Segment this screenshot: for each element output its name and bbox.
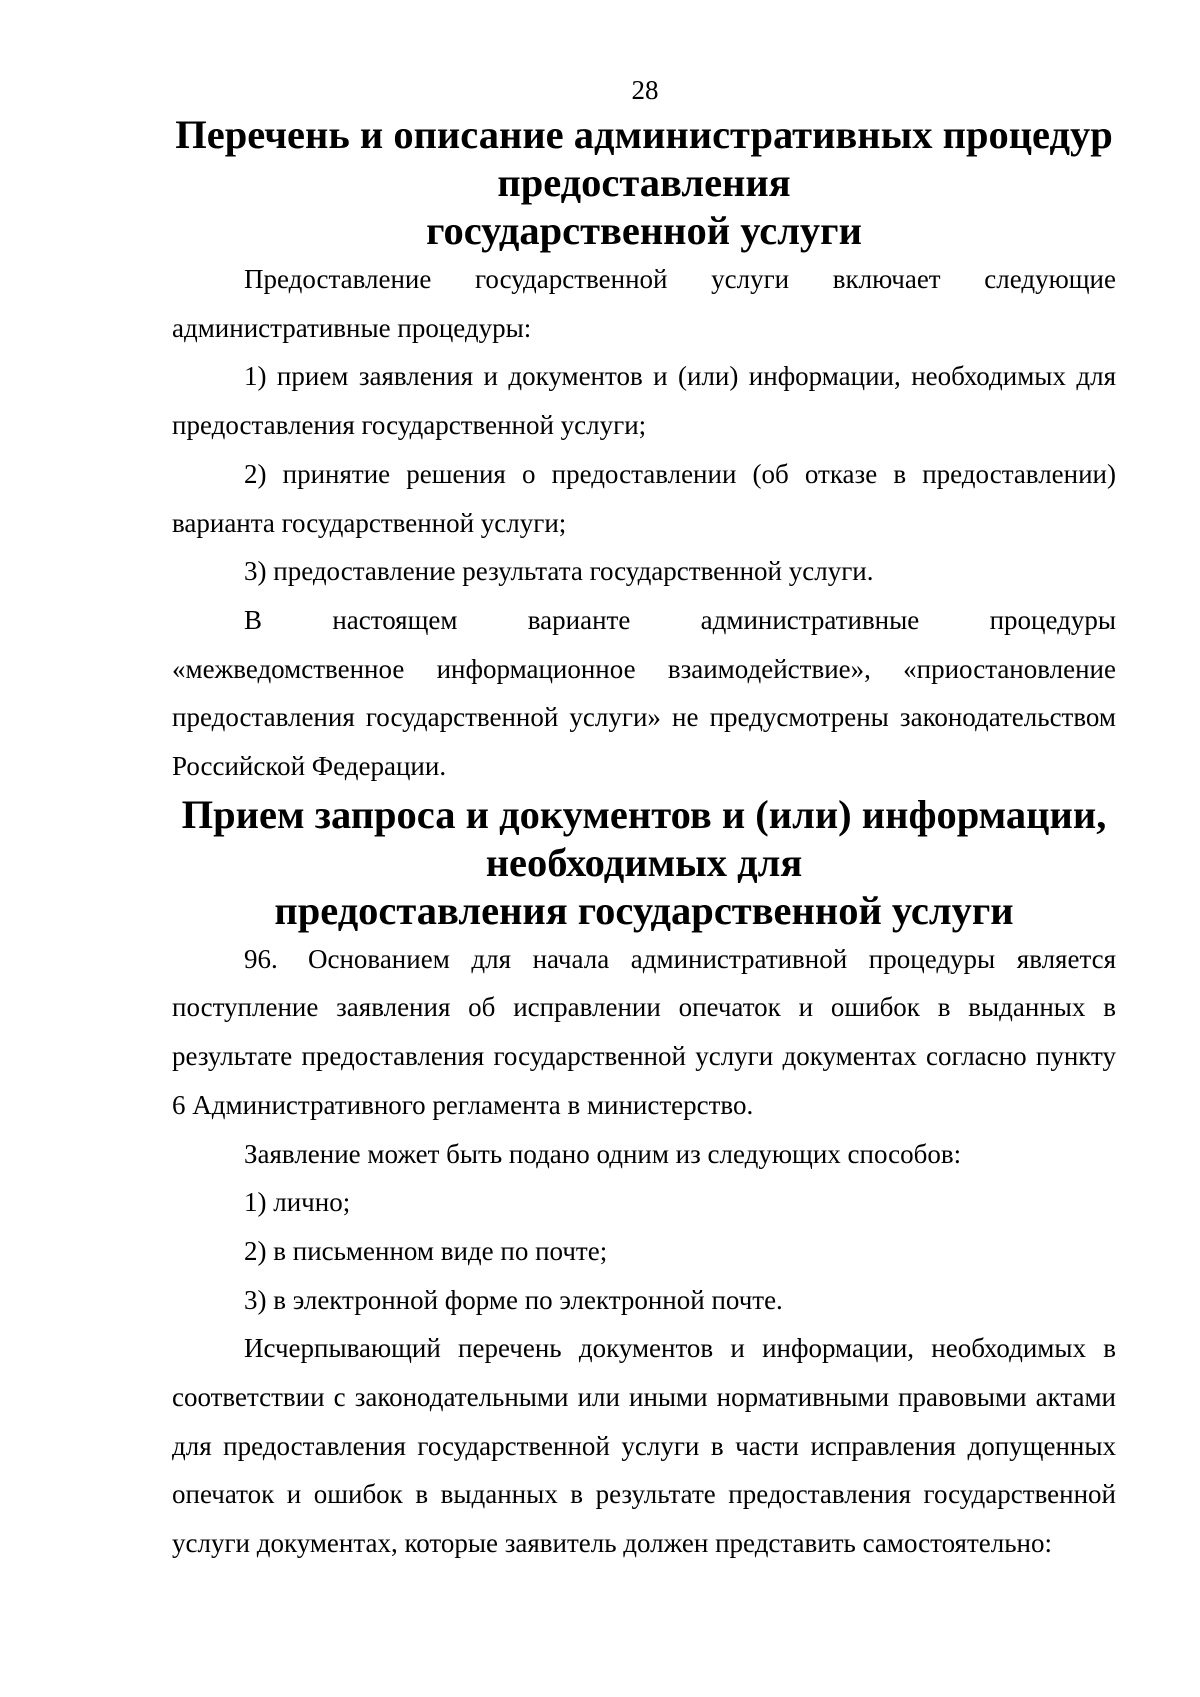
list-item: 3) в электронной форме по электронной почте.	[244, 1284, 783, 1315]
paragraph-96-text: Основанием для начала административной процедуры является поступление заявления об исправлении опечаток и ошибок в выданных в результате предоставления государственной услуги документах согласно пункту 6 Административного регламента в министерство.	[172, 943, 1116, 1120]
section-title-line: Перечень и описание административных процедур предоставления	[175, 112, 1113, 205]
paragraph-ways-intro: Заявление может быть подано одним из следующих способов:	[244, 1138, 962, 1169]
section-title-line: Прием запроса и документов и (или) информации, необходимых для	[181, 791, 1107, 885]
document-body	[172, 111, 1116, 1568]
section-title-line: предоставления государственной услуги	[274, 887, 1014, 933]
section-title-reception	[172, 791, 1116, 935]
paragraph-note: «межведомственное информационное взаимодействие», «приостановление предоставления государственной услуги» не предусмотрены законодательством Российской Федерации.	[172, 653, 1116, 782]
paragraph-closing: Исчерпывающий перечень документов и информации, необходимых в соответствии с законодательными или иными нормативными правовыми актами для предоставления государственной услуги в части исправления допущенных опечаток и ошибок в выданных в результате предоставления государственной услуги документах, которые заявитель должен представить самостоятельно:	[172, 1333, 1116, 1559]
list-item: 3) предоставление результата государственной услуги.	[244, 556, 874, 587]
page-number: 28	[631, 75, 659, 105]
list-item: 2) принятие решения о предоставлении (об отказе в предоставлении) варианта государственной услуги;	[172, 458, 1116, 538]
list-item: 1) прием заявления и документов и (или) информации, необходимых для предоставления государственной услуги;	[172, 361, 1116, 441]
paragraph-number: 96.	[244, 943, 278, 974]
paragraph-intro: Предоставление государственной услуги включает следующие административные процедуры:	[172, 264, 1116, 343]
section-title-procedures	[172, 111, 1116, 255]
paragraph-96	[172, 935, 1116, 1130]
list-item: 2) в письменном виде по почте;	[244, 1235, 608, 1266]
paragraph-note-first-line: В настоящем варианте административные процедуры	[244, 604, 1116, 635]
section-title-line: государственной услуги	[426, 208, 862, 253]
list-item: 1) лично;	[244, 1187, 351, 1218]
